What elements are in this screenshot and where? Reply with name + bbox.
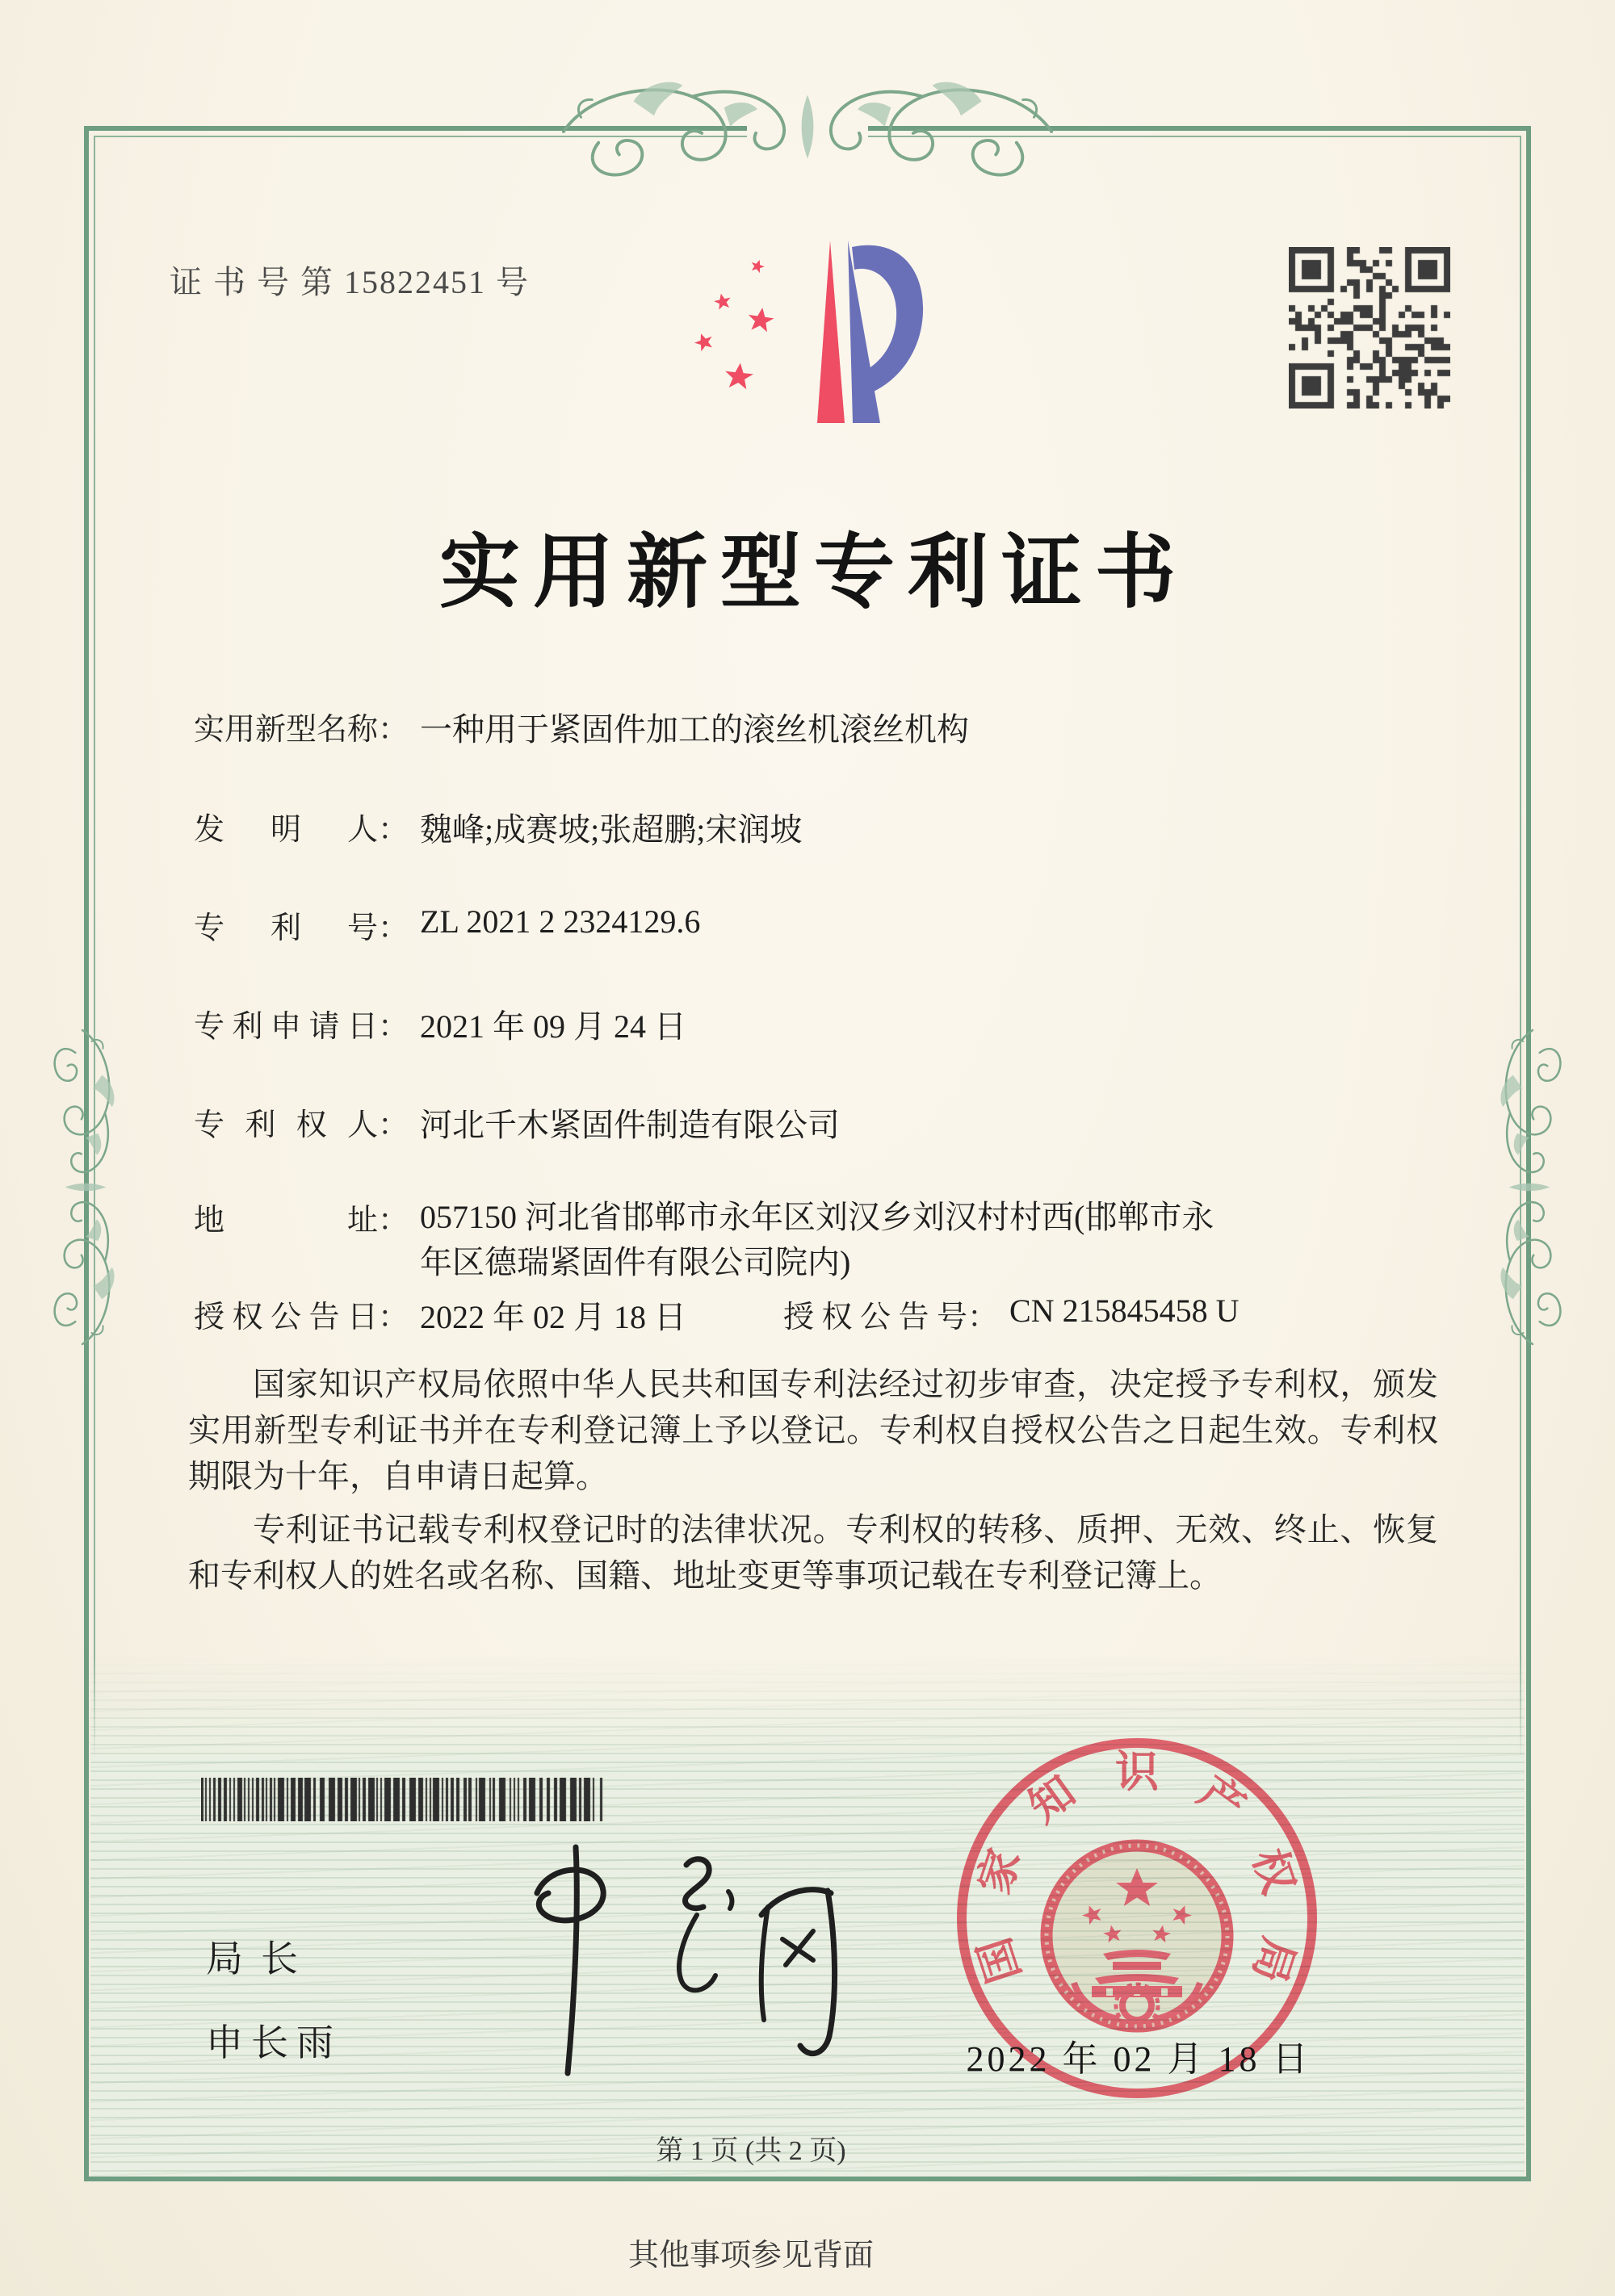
seal-char: 家 [970, 1843, 1030, 1900]
field-row-name [194, 704, 969, 750]
field-colon: ： [378, 911, 409, 945]
seal-char: 识 [1115, 1748, 1159, 1796]
field-colon: ： [378, 813, 409, 847]
page-indicator [0, 2128, 1615, 2168]
legal-paragraph-1: 国家知识产权局依照中华人民共和国专利法经过初步审查，决定授予专利权，颁发实用新型专利证书并在专利登记簿上予以登记。专利权自授权公告之日起生效。专利权期限为十年，自申请日起算。 [188, 1366, 1438, 1494]
field-label: 地址 [194, 1204, 378, 1238]
field-row-grant [194, 1292, 1239, 1338]
seal-national-emblem [1047, 1846, 1227, 2026]
officer-title-label: 局长 [206, 1938, 316, 1980]
field-label: 实用新型名称 [194, 713, 379, 747]
field-colon: ： [378, 1301, 409, 1334]
field-label: 发明人 [194, 813, 378, 847]
seal-char: 知 [1020, 1766, 1084, 1833]
certificate-number: 证 书 号 第 15822451 号 [170, 264, 530, 300]
certificate-title: 实用新型专利证书 [439, 528, 1189, 618]
field-label: 专利申请日 [194, 1010, 378, 1044]
cnipa-logo [686, 236, 929, 429]
seal-date: 2022 年 02 月 18 日 [966, 2039, 1311, 2079]
field-row-filing-date [194, 1001, 686, 1047]
field-colon: ： [378, 713, 409, 747]
field-row-patent-number [194, 903, 700, 947]
seal-char: 局 [1244, 1932, 1303, 1988]
seal-char: 产 [1189, 1766, 1254, 1833]
field-row-inventors [194, 804, 802, 850]
logo-red-wedge [817, 241, 845, 423]
field-colon: ： [378, 1204, 409, 1238]
field-value: 河北千木紧固件制造有限公司 [420, 1107, 841, 1143]
barcode [201, 1778, 606, 1821]
field-value: 2021 年 09 月 24 日 [420, 1008, 687, 1045]
back-note-text: 其他事项参见背面 [627, 2239, 874, 2273]
field-colon: ： [378, 1010, 409, 1044]
seal-char: 权 [1244, 1843, 1303, 1900]
field-value: CN 215845458 U [1009, 1293, 1240, 1329]
page-indicator-text: 第 1 页 (共 2 页) [656, 2136, 846, 2166]
field-row-address [194, 1195, 1215, 1285]
barcode-canvas [201, 1778, 606, 1821]
legal-text-block [188, 1361, 1438, 1598]
qr-code-canvas [1289, 247, 1450, 409]
field-value: 一种用于紧固件加工的滚丝机滚丝机构 [420, 711, 970, 748]
field-colon: ： [967, 1301, 999, 1334]
qr-code [1289, 247, 1450, 409]
field-value: 057150 河北省邯郸市永年区刘汉乡刘汉村村西(邯郸市永年区德瑞紧固件有限公司院内) [420, 1199, 1214, 1280]
field-label: 专利权人 [194, 1108, 378, 1142]
field-label: 专利号 [194, 911, 378, 945]
seal-char: 国 [970, 1932, 1030, 1988]
field-label: 授权公告号 [783, 1301, 968, 1334]
commissioner-signature [440, 1816, 860, 2091]
field-value: 魏峰;成赛坡;张超鹏;宋润坡 [420, 811, 803, 848]
officer-name-label: 申长雨 [206, 2022, 342, 2063]
field-colon: ： [378, 1108, 409, 1142]
field-value: 2022 年 02 月 18 日 [420, 1299, 687, 1335]
logo-stars [692, 258, 775, 390]
back-note [0, 2230, 1615, 2274]
legal-paragraph-2: 专利证书记载专利权登记时的法律状况。专利权的转移、质押、无效、终止、恢复和专利权人的姓名或名称、国籍、地址变更等事项记载在专利登记簿上。 [188, 1511, 1438, 1594]
field-row-patentee [194, 1100, 840, 1146]
field-value: ZL 2021 2 2324129.6 [420, 903, 701, 940]
field-label: 授权公告日 [194, 1301, 378, 1334]
logo-p-bowl [852, 245, 923, 396]
